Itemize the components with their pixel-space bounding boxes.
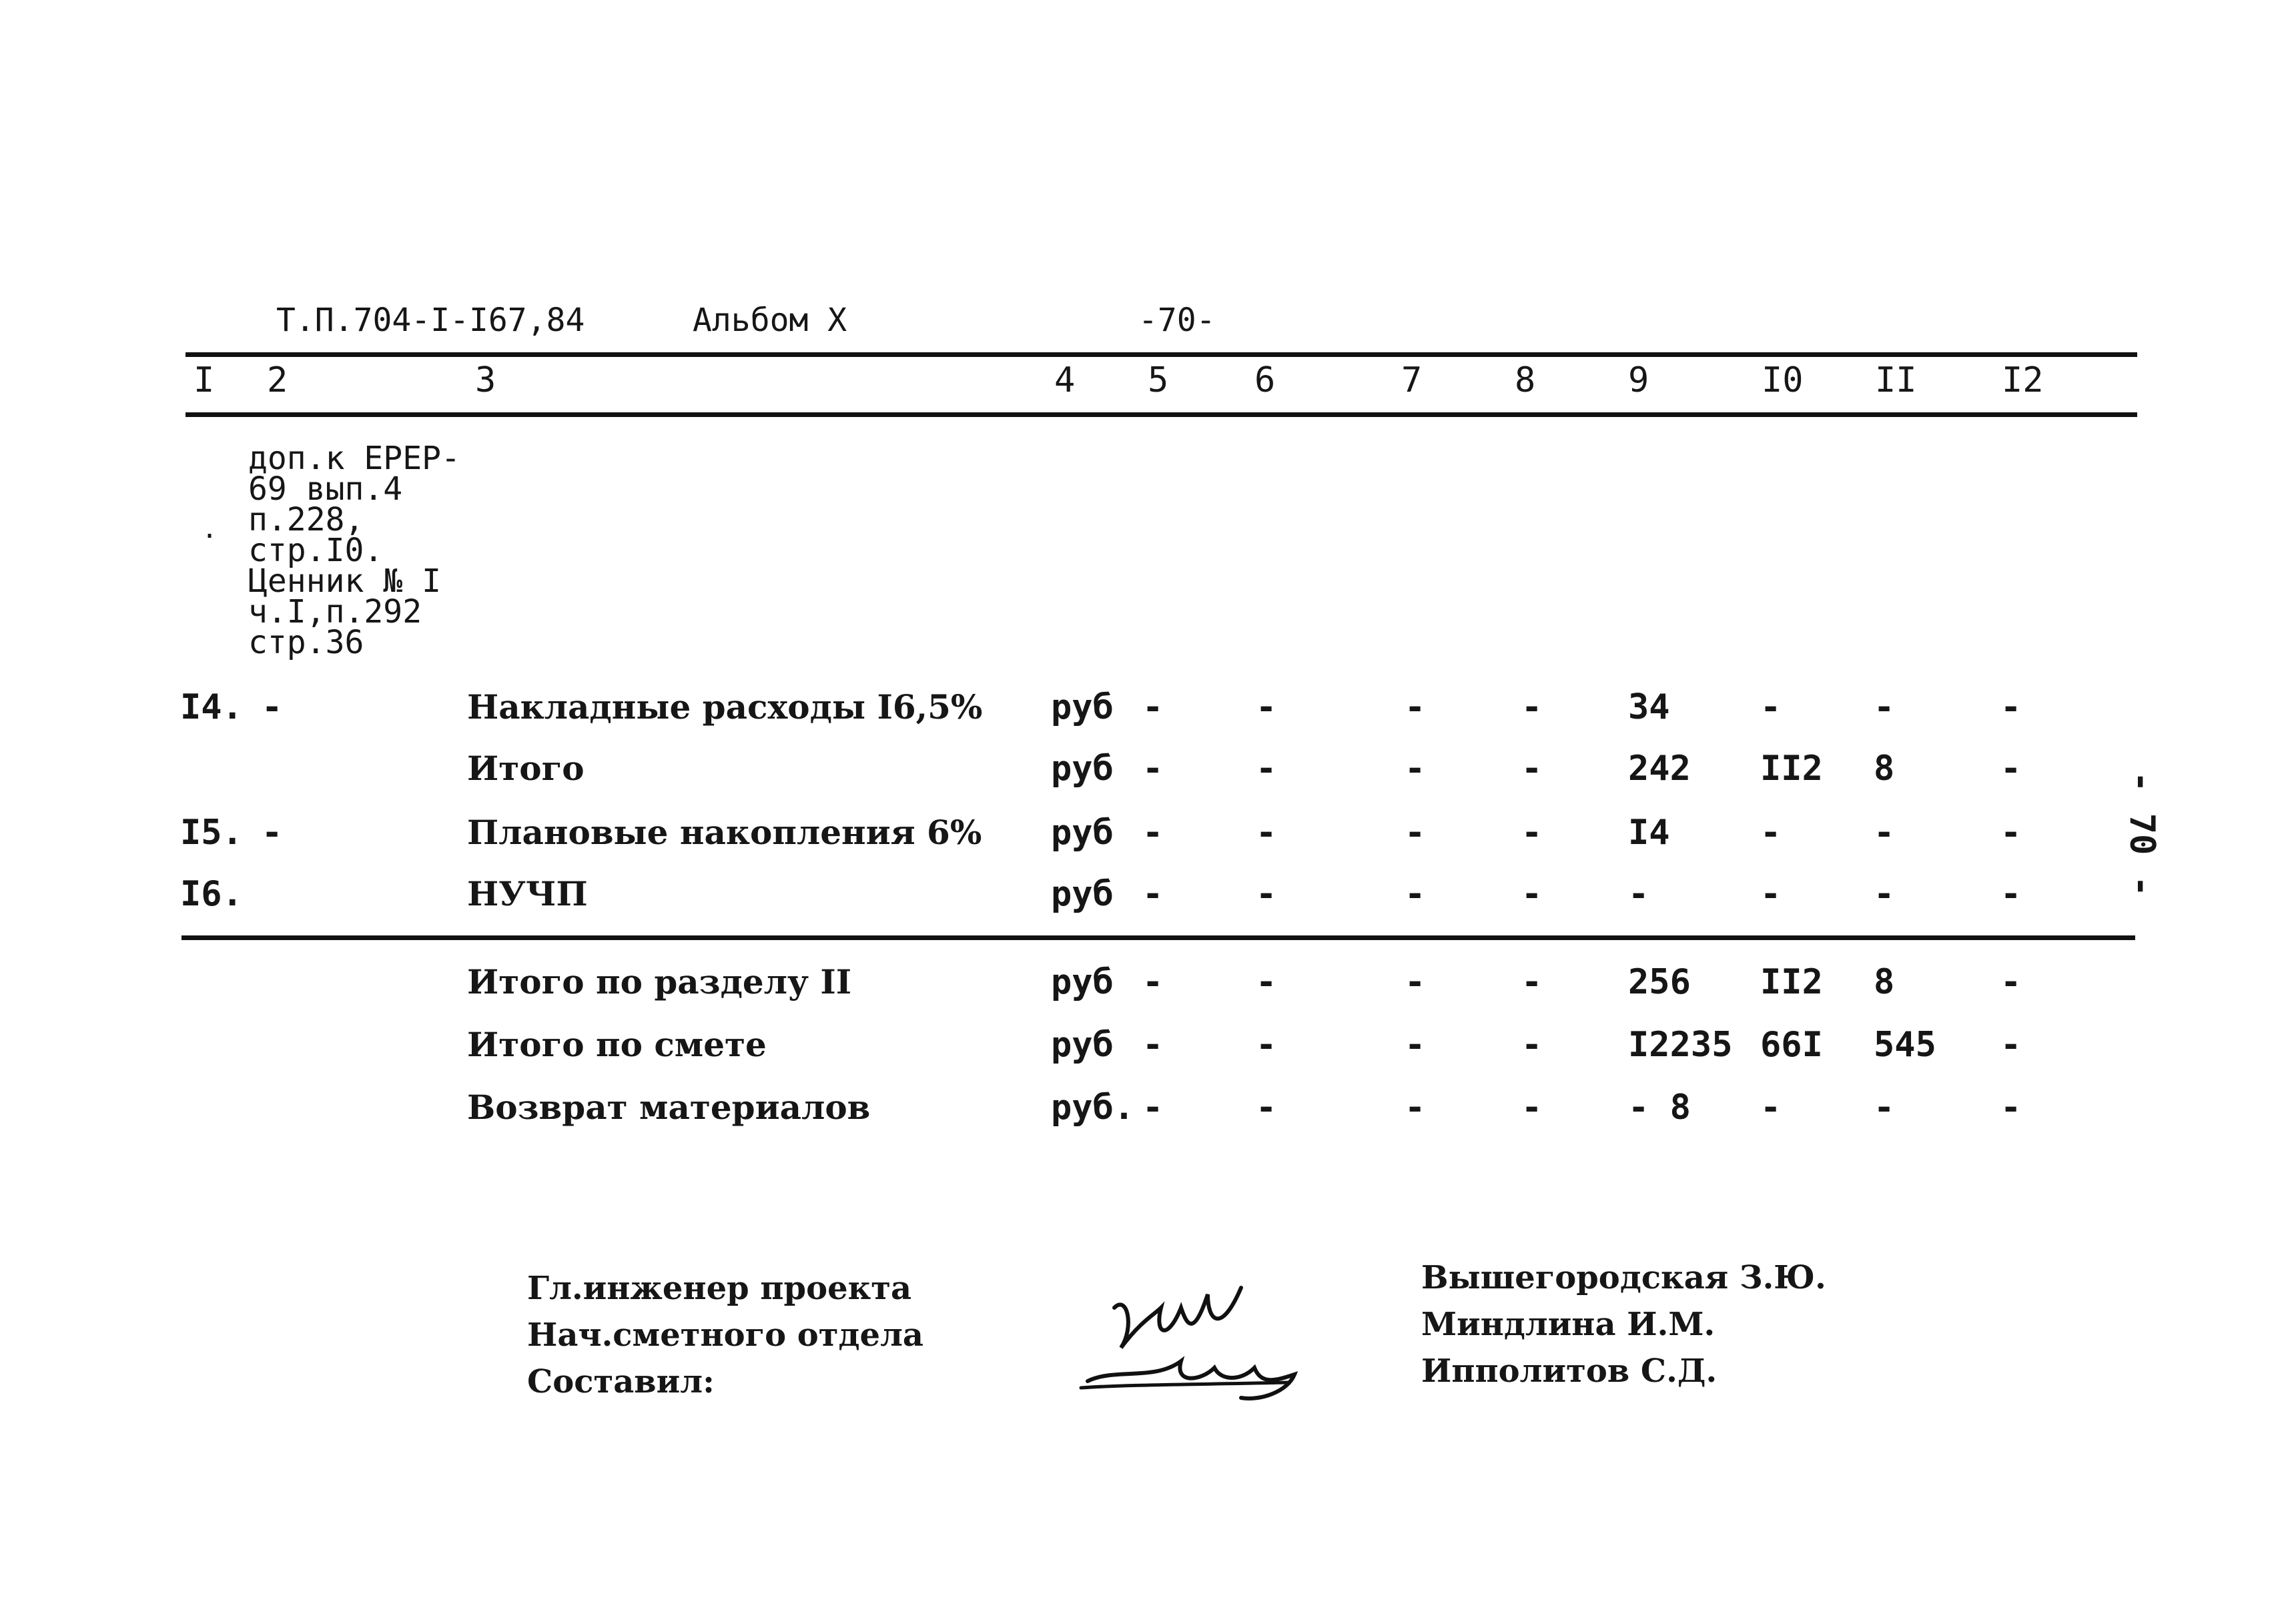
cell-c10: II2 — [1760, 749, 1823, 789]
cell-unit: руб — [1051, 813, 1114, 853]
role-chief-engineer: Гл.инженер проекта — [527, 1270, 912, 1307]
cell-c9: 34 — [1628, 687, 1670, 727]
reference-line: ч.I,п.292 — [248, 593, 422, 631]
column-number: 4 — [1054, 360, 1076, 400]
column-number: 9 — [1628, 360, 1649, 400]
cell-c9: - — [1628, 874, 1649, 914]
cell-c11: - — [1874, 874, 1895, 914]
cell-c5: - — [1142, 813, 1164, 853]
cell-c11: 545 — [1874, 1025, 1936, 1065]
cell-c7: - — [1405, 874, 1426, 914]
cell-unit: руб — [1051, 1025, 1114, 1065]
reference-line: п.228, — [248, 501, 364, 538]
cell-c10: 66I — [1760, 1025, 1823, 1065]
cell-c5: - — [1142, 962, 1164, 1002]
column-number: I2 — [2002, 360, 2044, 400]
cell-unit: руб — [1051, 687, 1114, 727]
album-label: Альбом X — [693, 302, 847, 339]
cell-c12: - — [2000, 813, 2022, 853]
cell-num: I4. — [180, 687, 243, 727]
cell-c11: 8 — [1874, 962, 1895, 1002]
cell-c2: - — [262, 813, 283, 853]
cell-c9: I4 — [1628, 813, 1670, 853]
cell-c8: - — [1521, 1025, 1543, 1065]
cell-c11: - — [1874, 813, 1895, 853]
top-rule — [185, 352, 2137, 357]
cell-c9: - 8 — [1628, 1088, 1691, 1128]
cell-c12: - — [2000, 1088, 2022, 1128]
cell-c8: - — [1521, 874, 1543, 914]
cell-num: I6. — [180, 874, 243, 914]
column-number: 7 — [1401, 360, 1423, 400]
cell-c11: 8 — [1874, 749, 1895, 789]
doc-code: Т.П.704-I-I67,84 — [276, 302, 585, 339]
cell-c5: - — [1142, 749, 1164, 789]
cell-c11: - — [1874, 687, 1895, 727]
cell-c5: - — [1142, 1088, 1164, 1128]
name-ippolitov: Ипполитов С.Д. — [1421, 1352, 1717, 1390]
cell-unit: руб — [1051, 874, 1114, 914]
side-page-number: - 70 - — [2122, 771, 2162, 897]
side-page-mark — [2115, 767, 2162, 901]
column-header-rule — [185, 412, 2137, 417]
cell-c5: - — [1142, 687, 1164, 727]
cell-c8: - — [1521, 687, 1543, 727]
reference-block — [248, 440, 460, 661]
name-vyshegorodskaya: Вышегородская З.Ю. — [1421, 1259, 1826, 1296]
cell-c9: 256 — [1628, 962, 1691, 1002]
cell-name: НУЧП — [467, 874, 588, 913]
column-number: 2 — [267, 360, 288, 400]
cell-name: Итого по разделу II — [467, 962, 852, 1001]
cell-name: Итого — [467, 749, 585, 788]
cell-c7: - — [1405, 1025, 1426, 1065]
cell-unit: руб — [1051, 962, 1114, 1002]
cell-c7: - — [1405, 749, 1426, 789]
cell-c11: - — [1874, 1088, 1895, 1128]
cell-c8: - — [1521, 749, 1543, 789]
page-number: -70- — [1138, 302, 1216, 339]
cell-c9: 242 — [1628, 749, 1691, 789]
column-number: I0 — [1762, 360, 1804, 400]
cell-c12: - — [2000, 874, 2022, 914]
column-number: 3 — [475, 360, 496, 400]
margin-dot: . — [202, 514, 218, 544]
cell-c6: - — [1256, 874, 1277, 914]
cell-c6: - — [1256, 687, 1277, 727]
cell-name: Накладные расходы I6,5% — [467, 687, 983, 727]
column-number: I — [194, 360, 215, 400]
cell-c2: - — [262, 687, 283, 727]
column-number: 6 — [1254, 360, 1276, 400]
cell-c6: - — [1256, 813, 1277, 853]
cell-c6: - — [1256, 962, 1277, 1002]
cell-c12: - — [2000, 749, 2022, 789]
role-estimate-head: Нач.сметного отдела — [527, 1316, 924, 1354]
column-number: II — [1875, 360, 1917, 400]
cell-c6: - — [1256, 749, 1277, 789]
cell-c9: I2235 — [1628, 1025, 1733, 1065]
role-compiled-by: Составил: — [527, 1363, 715, 1400]
name-mindlina: Миндлина И.М. — [1421, 1306, 1715, 1343]
cell-c12: - — [2000, 962, 2022, 1002]
cell-unit: руб — [1051, 749, 1114, 789]
cell-c7: - — [1405, 1088, 1426, 1128]
handwritten-signature — [1074, 1268, 1314, 1414]
cell-num: I5. — [180, 813, 243, 853]
cell-c8: - — [1521, 962, 1543, 1002]
cell-c6: - — [1256, 1088, 1277, 1128]
cell-name: Итого по смете — [467, 1025, 767, 1064]
cell-c10: - — [1760, 813, 1782, 853]
signature-names — [1421, 1254, 1826, 1394]
cell-c6: - — [1256, 1025, 1277, 1065]
cell-c12: - — [2000, 687, 2022, 727]
signature-roles — [527, 1265, 923, 1405]
reference-line: стр.I0. — [248, 532, 384, 569]
cell-unit: руб. — [1051, 1088, 1135, 1128]
cell-c12: - — [2000, 1025, 2022, 1065]
reference-line: доп.к ЕРЕР- — [248, 440, 460, 477]
cell-c5: - — [1142, 874, 1164, 914]
cell-c5: - — [1142, 1025, 1164, 1065]
reference-line: Ценник № I — [248, 562, 441, 600]
section-total-rule — [181, 935, 2135, 940]
cell-name: Плановые накопления 6% — [467, 813, 982, 852]
cell-c8: - — [1521, 1088, 1543, 1128]
cell-name: Возврат материалов — [467, 1088, 871, 1127]
cell-c7: - — [1405, 687, 1426, 727]
reference-line: стр.36 — [248, 624, 364, 661]
column-number: 5 — [1148, 360, 1169, 400]
reference-line: 69 вып.4 — [248, 470, 403, 508]
cell-c10: II2 — [1760, 962, 1823, 1002]
column-number: 8 — [1515, 360, 1536, 400]
cell-c10: - — [1760, 874, 1782, 914]
cell-c10: - — [1760, 1088, 1782, 1128]
cell-c10: - — [1760, 687, 1782, 727]
cell-c8: - — [1521, 813, 1543, 853]
cell-c7: - — [1405, 813, 1426, 853]
cell-c7: - — [1405, 962, 1426, 1002]
